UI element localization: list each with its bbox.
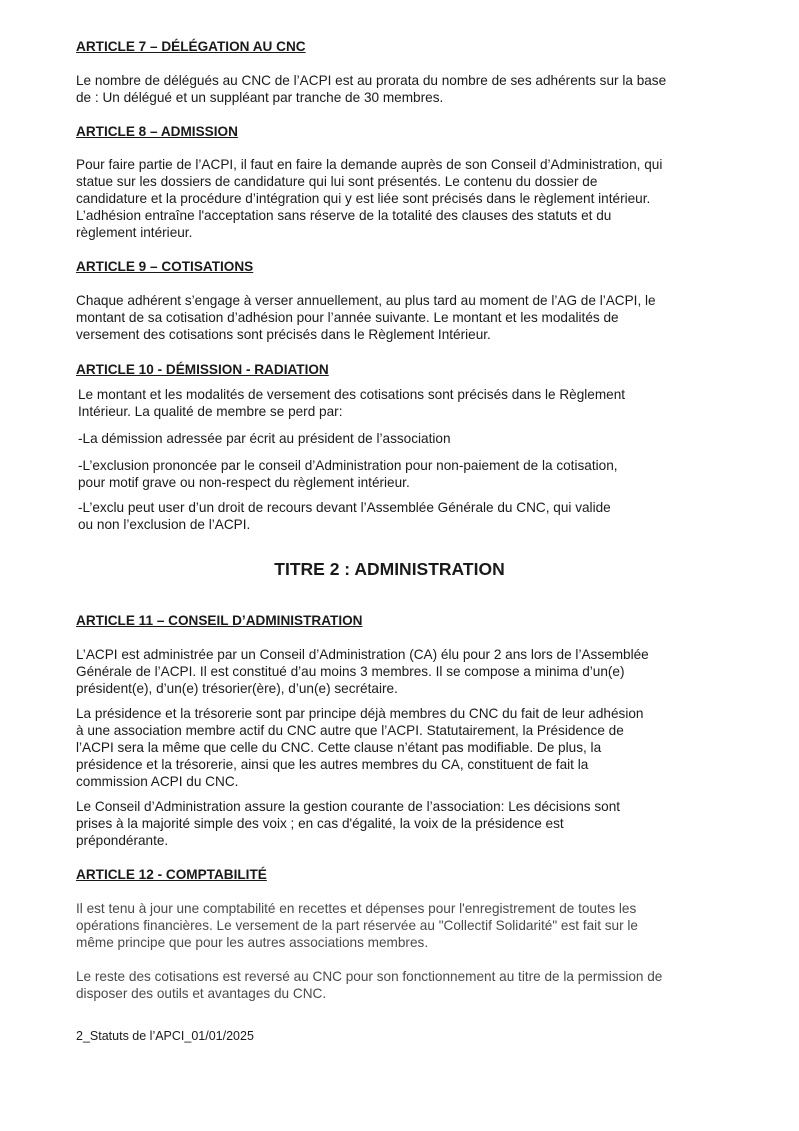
article-10-heading: ARTICLE 10 - DÉMISSION - RADIATION: [76, 362, 329, 377]
article-7-body: Le nombre de délégués au CNC de l’ACPI est au prorata du nombre de ses adhérents sur la base de : Un délégué et un suppléant par tranche de 30 membres.: [76, 73, 667, 105]
article-10-para-4: -L’exclu peut user d’un droit de recours devant l’Assemblée Générale du CNC, qui valide ou non l’exclusion de l’ACPI.: [78, 500, 611, 532]
article-8-heading: ARTICLE 8 – ADMISSION: [76, 124, 238, 139]
article-10-para-2: -La démission adressée par écrit au président de l’association: [78, 431, 451, 446]
article-11-para-3: Le Conseil d’Administration assure la gestion courante de l’association: Les décisions sont prises à la majorité simple des voix ; en cas d'égalité, la voix de la présidence est prépondérante.: [76, 799, 621, 848]
article-10-para-3: -L’exclusion prononcée par le conseil d’Administration pour non-paiement de la cotisation, pour motif grave ou non-respect du règlement intérieur.: [78, 458, 618, 490]
article-12-para-1: Il est tenu à jour une comptabilité en recettes et dépenses pour l'enregistrement de toutes les opérations financières. Le versement de la part réservée au "Collectif Solidarité" est fait sur le même principe que pour les autres associations membres.: [76, 901, 638, 950]
article-11-para-1: L’ACPI est administrée par un Conseil d’Administration (CA) élu pour 2 ans lors de l’Assemblée Générale de l’ACPI. Il est constitué d’au moins 3 membres. Il se compose a minima d’un(e) président(e), d’un(e) trésorier(ère), d’un(e) secrétaire.: [76, 647, 649, 696]
article-9-body: Chaque adhérent s’engage à verser annuellement, au plus tard au moment de l’AG de l’ACPI, le montant de sa cotisation d’adhésion pour l’année suivante. Le montant et les modalités de versement des cotisations sont précisés dans le Règlement Intérieur.: [76, 293, 656, 342]
article-11-para-2: La présidence et la trésorerie sont par principe déjà membres du CNC du fait de leur adhésion à une association membre actif du CNC autre que l’ACPI. Statutairement, la Présidence de l’ACPI sera la même que celle du CNC. Cette clause n’étant pas modifiable. De plus, la présidence et la trésorerie, ainsi que les autres membres du CA, constituent de fait la commission ACPI du CNC.: [76, 706, 644, 789]
article-12-heading: ARTICLE 12 - COMPTABILITÉ: [76, 867, 267, 882]
article-12-para-2: Le reste des cotisations est reversé au CNC pour son fonctionnement au titre de la permission de disposer des outils et avantages du CNC.: [76, 969, 663, 1001]
title-2-heading: TITRE 2 : ADMINISTRATION: [274, 559, 505, 579]
article-10-para-1: Le montant et les modalités de versement des cotisations sont précisés dans le Règlement Intérieur. La qualité de membre se perd par:: [78, 387, 626, 419]
page-footer: 2_Statuts de l’APCI_01/01/2025: [76, 1029, 254, 1043]
article-9-heading: ARTICLE 9 – COTISATIONS: [76, 259, 254, 274]
article-7-heading: ARTICLE 7 – DÉLÉGATION AU CNC: [76, 39, 306, 54]
article-11-heading: ARTICLE 11 – CONSEIL D’ADMINISTRATION: [76, 613, 363, 628]
article-8-body: Pour faire partie de l’ACPI, il faut en faire la demande auprès de son Conseil d’Administration, qui statue sur les dossiers de candidature qui lui sont présentés. Le contenu du dossier de candidature et la procédure d’intégration qui y est liée sont précisés dans le règlement intérieur. L’adhésion entraîne l'acceptation sans réserve de la totalité des clauses des statuts et du règlement intérieur.: [76, 157, 663, 240]
